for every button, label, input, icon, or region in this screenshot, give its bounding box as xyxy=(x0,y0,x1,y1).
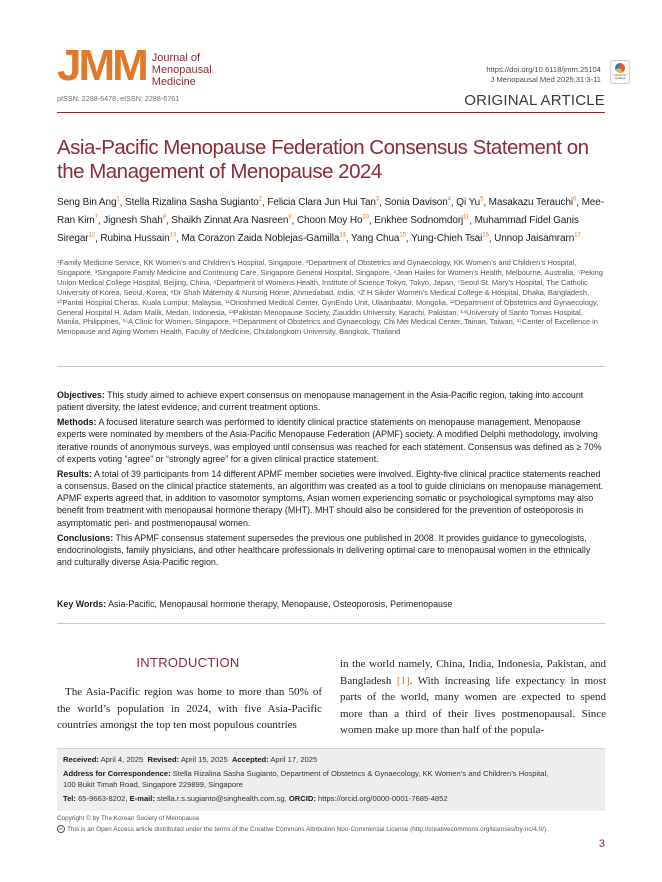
correspondence-box xyxy=(57,748,605,811)
issn: pISSN: 2288-6478, eISSN: 2288-6761 xyxy=(57,94,180,103)
journal-logo xyxy=(57,41,212,90)
author-affiliation-marker: 15 xyxy=(399,232,406,239)
author-name: Ma Corazon Zaida Noblejas-Gamilla xyxy=(181,232,340,244)
results-label: Results: xyxy=(57,468,93,479)
author-affiliation-marker: 13 xyxy=(169,232,177,239)
author-affiliation-marker: 1 xyxy=(116,197,120,203)
author-affiliation-marker: 9 xyxy=(288,214,292,221)
page-number: 3 xyxy=(598,838,605,850)
author-name: Qi Yu xyxy=(456,197,481,209)
correspondence-label: Address for Correspondence: xyxy=(63,769,171,778)
author-affiliation-marker: 7 xyxy=(94,214,98,221)
author xyxy=(456,197,483,208)
received-label: Received: xyxy=(63,755,99,764)
author-affiliation-marker: 6 xyxy=(572,197,577,203)
creative-commons-icon: cc xyxy=(59,826,63,831)
section-heading-introduction: INTRODUCTION xyxy=(136,655,240,670)
correspondence-line xyxy=(63,769,548,779)
methods-label: Methods: xyxy=(57,417,97,428)
author-affiliation-marker: 5 xyxy=(480,197,484,203)
body-column-right xyxy=(340,656,606,739)
logo-mark xyxy=(57,41,146,90)
copyright: Copyright © by The Korean Society of Menopause xyxy=(57,815,200,822)
author xyxy=(267,197,379,208)
author xyxy=(125,197,262,208)
author-name: Mee-Ran Kim xyxy=(57,197,604,227)
author xyxy=(384,197,450,208)
body-text: in the world namely, China, India, Indonesia, Pakistan, and Bangladesh xyxy=(340,658,606,687)
author-name: Masakazu Terauchi xyxy=(488,197,573,209)
author xyxy=(57,197,120,208)
author-name: Seng Bin Ang xyxy=(57,197,117,209)
abstract xyxy=(57,389,605,571)
doi-link[interactable]: https://doi.org/10.6118/jmm.25104 xyxy=(486,65,601,74)
author-affiliation-marker: 10 xyxy=(362,214,369,221)
keywords-divider xyxy=(57,623,605,624)
author-name: Stella Rizalina Sasha Sugianto xyxy=(125,197,259,209)
author-name: Rubina Hussain xyxy=(100,232,170,244)
body-column-left: The Asia-Pacific region was home to more than 50% of the world’s population in 2024, with five Asia-Pacific countries amongst the top ten most populous countries xyxy=(57,686,322,732)
revised-date: April 15, 2025 xyxy=(180,755,228,764)
body-text: . With increasing life expectancy in most parts of the world, many women are expected to spend more than a third of their lives postmenopausal. Since women make up more than half of the popula- xyxy=(340,674,606,737)
conclusions-text: This APMF consensus statement supersedes the previous one published in 2008. It provides guidance to gynecologists, endocrinologists, family physicians, and other healthcare professionals in delivering optimal care to menopausal women in the ethnically and culturally diverse Asia-Pacific region. xyxy=(57,532,591,568)
doi-block xyxy=(486,65,601,85)
affiliations-divider xyxy=(57,366,605,367)
author-name: Enkhee Sodnomdorj xyxy=(374,215,464,227)
dates-line xyxy=(63,755,317,765)
author-name: Sonia Davison xyxy=(384,197,448,209)
logo-line: Medicine xyxy=(151,76,196,88)
orcid-label: ORCID: xyxy=(288,794,316,803)
author xyxy=(171,215,291,226)
author xyxy=(374,215,469,226)
orcid-link[interactable]: https://orcid.org/0000-0001-7685-4852 xyxy=(318,794,448,803)
tel-value: 65-9663-8202, xyxy=(78,794,128,803)
author xyxy=(489,197,577,208)
article-type: ORIGINAL ARTICLE xyxy=(464,92,605,109)
author-affiliation-marker: 11 xyxy=(463,214,470,221)
correspondence-text: Stella Rizalina Sasha Sugianto, Department of Obstetrics & Gynaecology, KK Women’s and Children’s Hospital, xyxy=(172,769,549,778)
logo-letters: JMM xyxy=(57,41,146,90)
header-divider xyxy=(57,112,605,113)
author xyxy=(411,233,489,244)
author-name: Muhammad Fidel Ganis Siregar xyxy=(57,215,579,244)
author-affiliation-marker: 16 xyxy=(482,232,489,239)
keywords xyxy=(57,598,605,610)
author-name: Yang Chua xyxy=(351,232,400,244)
author-affiliation-marker: 4 xyxy=(447,197,451,203)
license-text: This is an Open Access article distributed under the terms of the Creative Commons Attribution Non-Commercial License (http://creativecommons.org/licenses/by-nc/4.0/). xyxy=(67,825,548,833)
author-affiliation-marker: 17 xyxy=(574,232,581,239)
author xyxy=(100,233,176,244)
author xyxy=(181,233,345,244)
keywords-text: Asia-Pacific, Menopausal hormone therapy, Menopause, Osteoporosis, Perimenopause xyxy=(108,599,453,609)
citation-link[interactable]: [1] xyxy=(396,674,410,687)
conclusions-label: Conclusions: xyxy=(57,532,114,543)
author xyxy=(494,233,581,244)
methods-text: A focused literature search was performed to identify clinical practice statements on menopause management. Menopause experts were nominated by members of the Asia-Pacific Menopause Federation (APMF) society. A modified Delphi methodology, involving iterative rounds of anonymous surveys, was employed until consensus was reached for each statement. Consensus was defined as ≥ 70% of experts voting “agree” or “strongly agree” for a given clinical practice statement. xyxy=(57,417,602,464)
email-value[interactable]: stella.r.s.sugianto@singhealth.com.sg, xyxy=(157,794,287,803)
author-name: Shaikh Zinnat Ara Nasreen xyxy=(171,215,289,227)
received-date: April 4, 2025 xyxy=(100,755,144,764)
author xyxy=(103,215,166,226)
abstract-results xyxy=(57,468,605,529)
address-line: 100 Bukit Timah Road, Singapore 229899, Singapore xyxy=(63,780,243,789)
author-affiliation-marker: 2 xyxy=(258,197,263,203)
author-name: Felicia Clara Jun Hui Tan xyxy=(267,197,376,209)
logo-line: Journal of xyxy=(151,52,201,64)
license xyxy=(57,825,548,833)
objectives-label: Objectives: xyxy=(57,390,105,400)
abstract-methods xyxy=(57,416,605,465)
author-name: Jignesh Shah xyxy=(103,215,163,227)
revised-label: Revised: xyxy=(147,755,180,764)
check-updates-label: Check for updates xyxy=(613,73,627,81)
logo-journal-name xyxy=(152,52,212,88)
logo-line: Menopausal xyxy=(151,64,212,76)
author-affiliation-marker: 8 xyxy=(162,214,166,221)
affiliations: ¹Family Medicine Service, KK Women’s and Children’s Hospital, Singapore, ²Department of Obstetrics and Gynaecology, KK Women’s and Children’s Hospital, Singapore, ³Singapore Family Medicine and Continuing Care, Singapore General Hospital, Singapore, ⁴Jean Hailes for Women’s Health, Melbourne, Australia, ⁵Peking Union Medical College Hospital, Beijing, China, ⁶Department of Womens Health, Institute of Science Tokyo, Tokyo, Japan, ⁷Seoul St. Mary’s Hospital, The Catholic University of Korea, Seoul, Korea, ⁸Dr Shah Maternity & Nursing Home, Ahmedabad, India, ⁹Z H Sikder Women’s Medical College & Hospital, Dhaka, Bangladesh, ¹⁰Pantai Hospital Cheras, Kuala Lumpur, Malaysia, ¹¹Onoshmed Medical Center, GynEndo Unit, Ulaanbaatar, Mongolia, ¹²Department of Obstetrics and Gynaecology, General Hospital H. Adam Malik, Medan, Indonesia, ¹³Pakistan Menopause Society, Ziauddin University, Karachi, Pakistan, ¹⁴University of Santo Tomas Hospital, Manila, Philippines, ¹⁵A Clinic for Women, Singapore, ¹⁶Department of Obstetrics and Gynaecology, Chi Mei Medical Center, Tainan, Taiwan, ¹⁷Center of Excellence in Menopause and Aging Women Health, Faculty of Medicine, Chulalongkorn University, Bangkok, Thailand xyxy=(57,258,603,337)
keywords-label: Key Words: xyxy=(57,599,107,609)
abstract-conclusions xyxy=(57,532,605,568)
contact-line xyxy=(63,794,448,804)
objectives-text: This study aimed to achieve expert consensus on menopause management in the Asia-Pacific region, taking into account patient diversity, the latest evidence, and current treatment options. xyxy=(57,390,584,413)
author xyxy=(351,233,406,244)
abstract-objectives xyxy=(57,389,605,413)
author-name: Unnop Jaisamrarn xyxy=(494,232,575,244)
author-affiliation-marker: 3 xyxy=(375,197,380,203)
author-name: Yung-Chieh Tsai xyxy=(411,232,483,244)
author-affiliation-marker: 14 xyxy=(339,232,346,239)
check-for-updates-badge[interactable] xyxy=(610,60,630,84)
author-name: Choon Moy Ho xyxy=(296,215,363,227)
author xyxy=(297,215,369,226)
email-label: E-mail: xyxy=(129,794,155,803)
author-affiliation-marker: 12 xyxy=(88,232,96,239)
tel-label: Tel: xyxy=(63,794,76,803)
accepted-label: Accepted: xyxy=(231,755,269,764)
accepted-date: April 17, 2025 xyxy=(270,755,318,764)
crossmark-icon xyxy=(615,63,625,73)
results-text: A total of 39 participants from 14 different APMF member societies were involved. Eighty-five clinical practice statements reached a consensus. Based on the clinical practice statements, an algorithm was created as a tool to guide clinicians on menopause management. APMF experts agreed that, in addition to vasomotor symptoms, Asian women experiencing somatic or psychological symptoms may also benefit from treatment with menopausal hormone therapy (MHT). MHT should also be considered for the prevention of osteoporosis in asymptomatic peri- and postmenopausal women. xyxy=(57,468,604,528)
citation: J Menopausal Med 2025;31:3-11 xyxy=(490,75,601,84)
author-list: Seng Bin Ang$^1$, Stella Rizalina Sasha Sugianto$^2$, Felicia Clara Jun Hui Tan$^3$, Sonia Davison$^4$, Qi Yu$^5$, Masakazu Terauchi$^6$, Mee-Ran Kim$^7$, Jignesh Shah$^8$, Shaikh Zinnat Ara Nasreen$^9$, Choon Moy Ho$^{10}$, Enkhee Sodnomdorj$^{11}$, Muhammad Fidel Ganis Siregar$^{12}$, Rubina Hussain$^{13}$, Ma Corazon Zaida Noblejas-Gamilla$^{14}$, Yang Chua$^{15}$, Yung-Chieh Tsai$^{16}$, Unnop Jaisamrarn$^{17}$ xyxy=(57,197,604,244)
article-title: Asia-Pacific Menopause Federation Consensus Statement on the Management of Menopause 2024 xyxy=(57,136,589,183)
